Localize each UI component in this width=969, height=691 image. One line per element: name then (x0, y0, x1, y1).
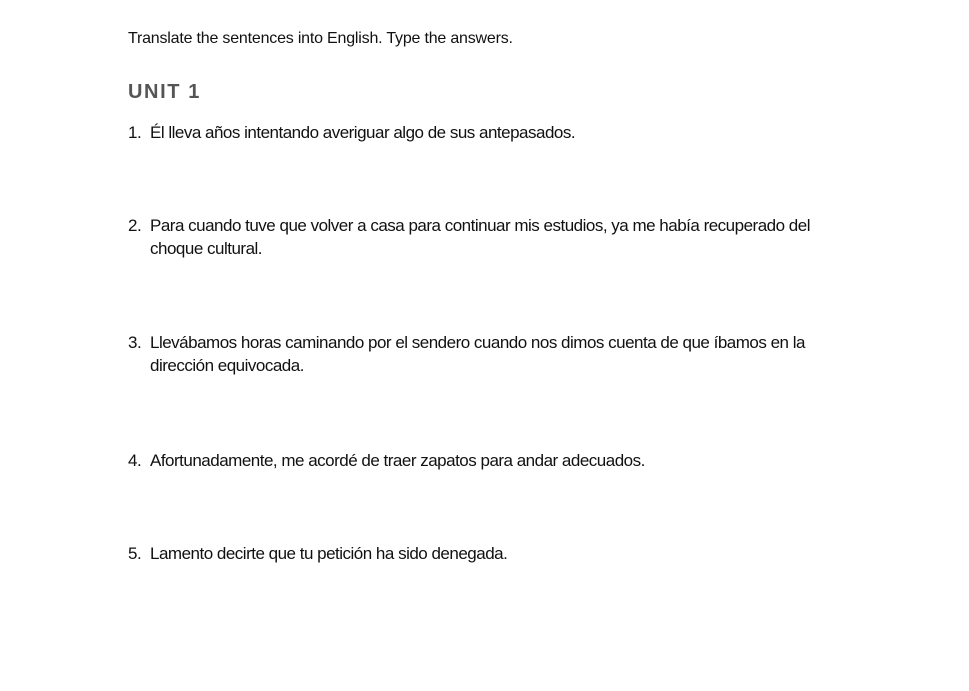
sentence-item-1 (128, 121, 858, 144)
instructions-text: Translate the sentences into English. Type the answers. (128, 30, 513, 47)
sentence-item-3 (128, 331, 858, 377)
sentence-text: Afortunadamente, me acordé de traer zapatos para andar adecuados. (150, 451, 645, 470)
unit-heading: UNIT 1 (128, 81, 201, 103)
sentence-item-4 (128, 449, 858, 472)
sentence-item-5 (128, 542, 858, 565)
sentence-number: 5. (128, 544, 142, 563)
sentence-text: Para cuando tuve que volver a casa para continuar mis estudios, ya me había recuperado del choque cultural. (150, 216, 810, 258)
sentence-number: 1. (128, 123, 142, 142)
sentence-number: 3. (128, 333, 142, 352)
sentence-number: 2. (128, 216, 142, 235)
sentence-text: Llevábamos horas caminando por el sendero cuando nos dimos cuenta de que íbamos en la dirección equivocada. (150, 333, 805, 375)
sentence-number: 4. (128, 451, 142, 470)
sentence-item-2 (128, 214, 858, 260)
sentence-text: Él lleva años intentando averiguar algo de sus antepasados. (150, 123, 576, 142)
sentence-text: Lamento decirte que tu petición ha sido denegada. (150, 544, 508, 563)
